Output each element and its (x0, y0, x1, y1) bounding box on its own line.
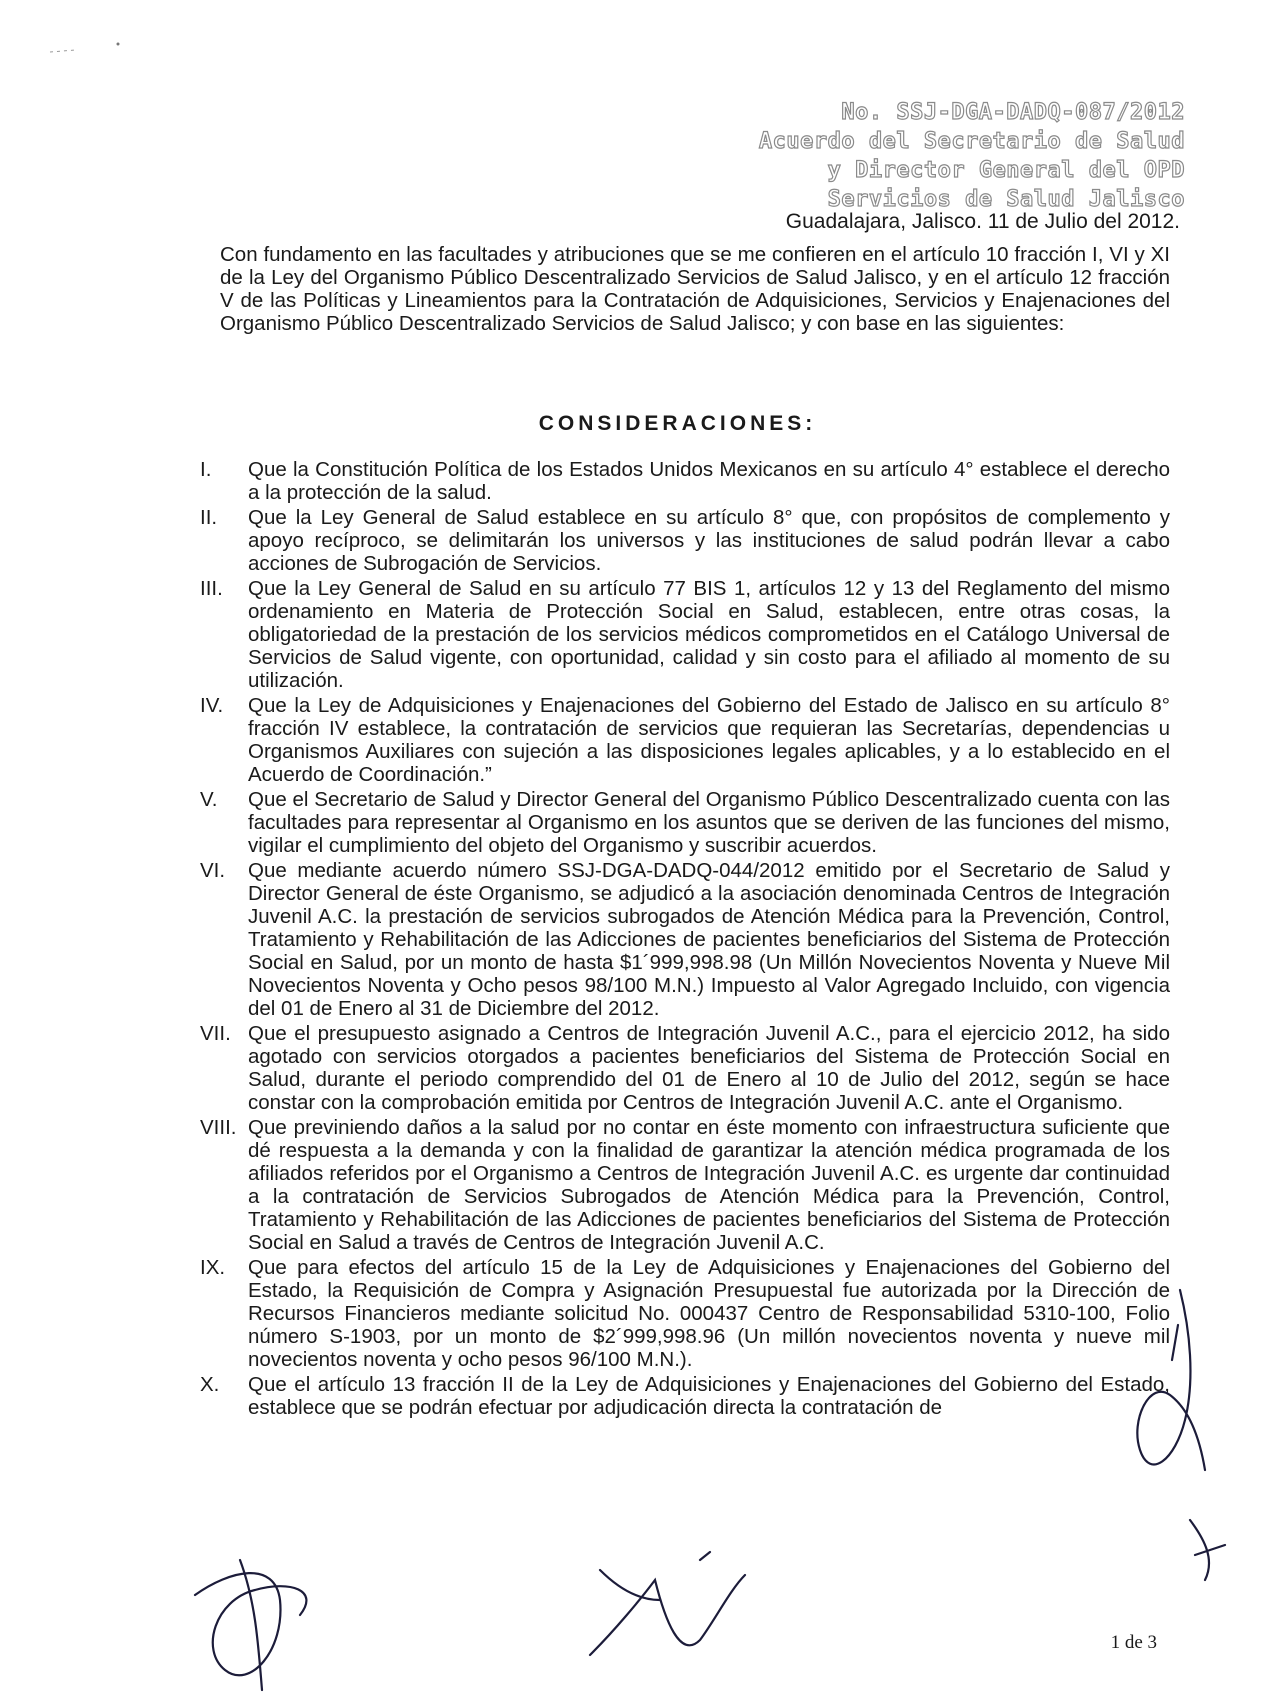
item-text: Que la Ley de Adquisiciones y Enajenaciones del Gobierno del Estado de Jalisco en su artículo 8° fracción IV establece, la contratación de servicios que requieran las Secretarías, dependencias u Organismos Auxiliares con sujeción a las disposiciones legales aplicables, y a lo establecido en el Acuerdo de Coordinación.” (248, 694, 1170, 786)
place-date-line: Guadalajara, Jalisco. 11 de Julio del 2012. (785, 210, 1180, 233)
item-number: VIII. (200, 1116, 237, 1139)
item-text: Que previniendo daños a la salud por no contar en éste momento con infraestructura suficiente que dé respuesta a la demanda y con la finalidad de garantizar la atención médica programada de los afiliados referidos por el Organismo a Centros de Integración Juvenil A.C. es urgente dar continuidad a la contratación de Servicios Subrogados de Atención Médica para la Prevención, Control, Tratamiento y Rehabilitación de las Adicciones de pacientes beneficiarios del Sistema de Protección Social en Salud a través de Centros de Integración Juvenil A.C. (248, 1116, 1170, 1254)
stamp-line-number: No. SSJ-DGA-DADQ-087/2012 (841, 100, 1185, 125)
scan-specks (40, 40, 160, 65)
stamp-line-director: y Director General del OPD (827, 158, 1185, 183)
item-number: I. (200, 458, 212, 481)
item-number: V. (200, 788, 218, 811)
section-heading-text: CONSIDERACIONES: (538, 412, 817, 435)
intro-paragraph: Con fundamento en las facultades y atribuciones que se me confieren en el artículo 10 fracción I, VI y XI de la Ley del Organismo Público Descentralizado Servicios de Salud Jalisco, y en el artículo 12 fracción V de las Políticas y Lineamientos para la Contratación de Adquisiciones, Servicios y Enajenaciones del Organismo Público Descentralizado Servicios de Salud Jalisco; y con base en las siguientes: (220, 243, 1170, 335)
list-item (200, 1022, 1170, 1114)
considerations-list (200, 458, 1170, 1421)
item-number: II. (200, 506, 218, 529)
item-text: Que para efectos del artículo 15 de la Ley de Adquisiciones y Enajenaciones del Gobierno del Estado, la Requisición de Compra y Asignación Presupuestal fue autorizada por la Dirección de Recursos Financieros mediante solicitud No. 000437 Centro de Responsabilidad 5310-100, Folio número S-1903, por un monto de $2´999,998.96 (Un millón novecientos noventa y nueve mil novecientos noventa y ocho pesos 96/100 M.N.). (248, 1256, 1170, 1371)
stamp-line-services: Servicios de Salud Jalisco (827, 187, 1185, 212)
item-text: Que la Constitución Política de los Estados Unidos Mexicanos en su artículo 4° establece el derecho a la protección de la salud. (248, 458, 1170, 504)
item-text: Que el presupuesto asignado a Centros de Integración Juvenil A.C., para el ejercicio 2012, ha sido agotado con servicios otorgados a pacientes beneficiarios del Sistema de Protección Social en Salud, durante el periodo comprendido del 01 de Enero al 10 de Julio del 2012, según se hace constar con la comprobación emitida por Centros de Integración Juvenil A.C. ante el Organismo. (248, 1022, 1170, 1114)
page-number: 1 de 3 (1110, 1632, 1157, 1653)
list-item (200, 859, 1170, 1020)
document-number-stamp (759, 98, 1185, 214)
item-number: IV. (200, 694, 224, 717)
list-item (200, 694, 1170, 786)
item-number: VI. (200, 859, 226, 882)
item-number: IX. (200, 1256, 226, 1279)
list-item (200, 1373, 1170, 1419)
item-text: Que la Ley General de Salud establece en su artículo 8° que, con propósitos de complemento y apoyo recíproco, se delimitarán los universos y las instituciones de salud podrán llevar a cabo acciones de Subrogación de Servicios. (248, 506, 1170, 575)
item-number: X. (200, 1373, 220, 1396)
list-item (200, 506, 1170, 575)
list-item (200, 1116, 1170, 1254)
list-item (200, 788, 1170, 857)
item-text: Que el Secretario de Salud y Director General del Organismo Público Descentralizado cuenta con las facultades para representar al Organismo en los asuntos que se deriven de las funciones del mismo, vigilar el cumplimiento del objeto del Organismo y suscribir acuerdos. (248, 788, 1170, 857)
item-text: Que el artículo 13 fracción II de la Ley de Adquisiciones y Enajenaciones del Gobierno del Estado, establece que se podrán efectuar por adjudicación directa la contratación de (248, 1373, 1170, 1419)
item-text: Que la Ley General de Salud en su artículo 77 BIS 1, artículos 12 y 13 del Reglamento del mismo ordenamiento en Materia de Protección Social en Salud, establecen, entre otras cosas, la obligatoriedad de la prestación de los servicios médicos comprometidos en el Catálogo Universal de Servicios de Salud vigente, con oportunidad, calidad y sin costo para el afiliado al momento de su utilización. (248, 577, 1170, 692)
item-text: Que mediante acuerdo número SSJ-DGA-DADQ-044/2012 emitido por el Secretario de Salud y Director General de éste Organismo, se adjudicó a la asociación denominada Centros de Integración Juvenil A.C. la prestación de servicios subrogados de Atención Médica para la Prevención, Control, Tratamiento y Rehabilitación de las Adicciones de pacientes beneficiarios del Sistema de Protección Social en Salud, por un monto de hasta $1´999,998.98 (Un Millón Novecientos Noventa y Nueve Mil Novecientos Noventa y Ocho pesos 98/100 M.N.) Impuesto al Valor Agregado Incluido, con vigencia del 01 de Enero al 31 de Diciembre del 2012. (248, 859, 1170, 1020)
signature-bottom-center (590, 1552, 745, 1655)
item-number: VII. (200, 1022, 231, 1045)
list-item (200, 458, 1170, 504)
signature-bottom-left (195, 1560, 306, 1690)
stamp-line-agreement: Acuerdo del Secretario de Salud (758, 129, 1185, 154)
item-number: III. (200, 577, 223, 600)
list-item (200, 577, 1170, 692)
section-heading (0, 412, 1275, 436)
list-item (200, 1256, 1170, 1371)
